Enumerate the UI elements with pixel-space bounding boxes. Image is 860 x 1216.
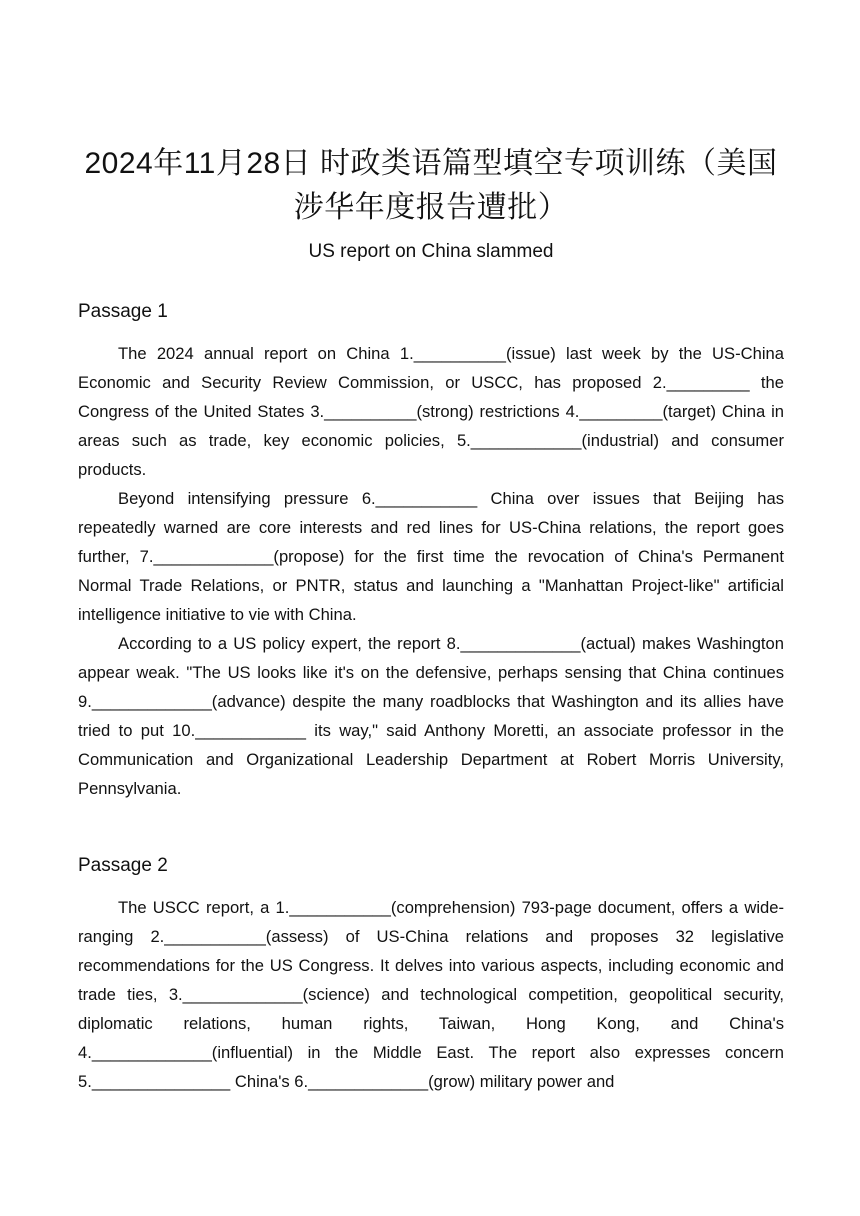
passage-2-body — [78, 893, 784, 1096]
passage-2-paragraph-1: The USCC report, a 1.___________(comprehension) 793-page document, offers a wide-ranging 2.___________(assess) of US-China relations and proposes 32 legislative recommendations for the US Congress. It delves into various aspects, including economic and trade ties, 3._____________(science) and technological competition, geopolitical security, diplomatic relations, human rights, Taiwan, Hong Kong, and China's 4._____________(influential) in the Middle East. The report also expresses concern 5._______________ China's 6._____________(grow) military power and — [78, 898, 784, 1091]
document-subtitle: US report on China slammed — [308, 241, 554, 262]
passage-1-paragraph-1: The 2024 annual report on China 1.__________(issue) last week by the US-China Economic and Security Review Commission, or USCC, has proposed 2._________ the Congress of the United States 3.__________(strong) restrictions 4._________(target) China in areas such as trade, key economic policies, 5.____________(industrial) and consumer products. — [78, 344, 784, 479]
passage-1-heading: Passage 1 — [78, 301, 168, 322]
passage-2-heading: Passage 2 — [78, 855, 168, 876]
passage-1-paragraph-3: According to a US policy expert, the report 8._____________(actual) makes Washington appear weak. "The US looks like it's on the defensive, perhaps sensing that China continues 9._____________(advance) despite the many roadblocks that Washington and its allies have tried to put 10.____________ its way," said Anthony Moretti, an associate professor in the Communication and Organizational Leadership Department at Robert Morris University, Pennsylvania. — [78, 634, 784, 798]
passage-1-paragraph-2: Beyond intensifying pressure 6.___________ China over issues that Beijing has repeatedly warned are core interests and red lines for US-China relations, the report goes further, 7._____________(propose) for the first time the revocation of China's Permanent Normal Trade Relations, or PNTR, status and launching a "Manhattan Project-like" artificial intelligence initiative to vie with China. — [78, 489, 784, 624]
passage-1-body — [78, 339, 784, 803]
document-title: 2024年11月28日 时政类语篇型填空专项训练（美国涉华年度报告遭批） — [84, 147, 778, 225]
